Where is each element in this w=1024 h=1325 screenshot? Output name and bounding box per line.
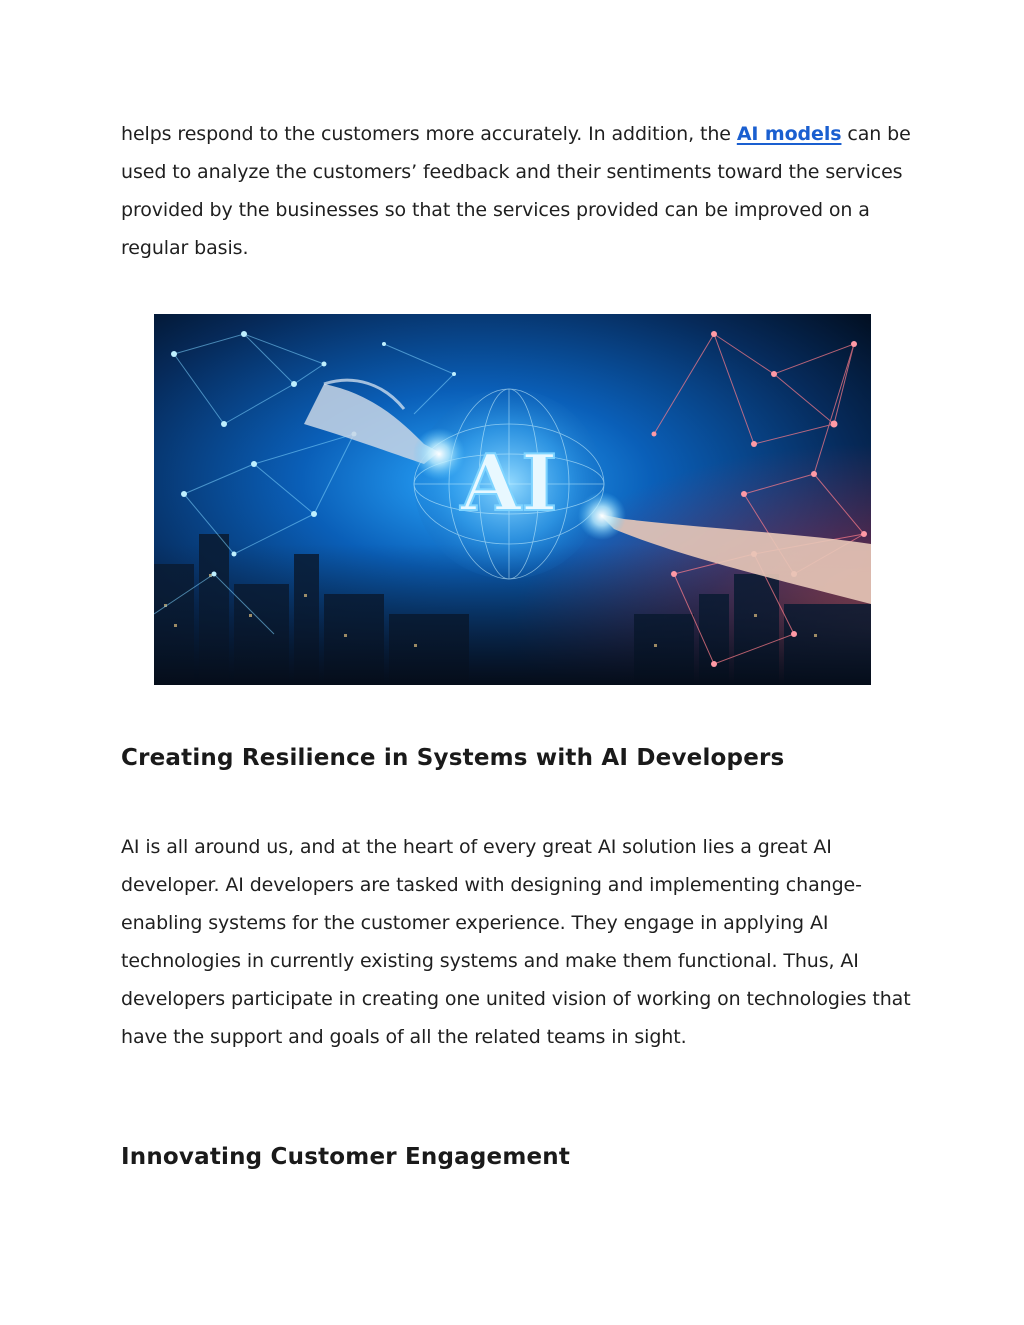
ai-logo-text: AI	[460, 438, 558, 529]
intro-text-end: can be used to analyze the customers’ feedback and their sentiments toward the services provided by the businesses so that the services provided can be improved on a regular basis.	[121, 123, 911, 259]
intro-text-start: helps respond to the customers more accurately. In addition, the	[121, 123, 737, 145]
intro-paragraph	[121, 115, 921, 267]
ai-models-link[interactable]: AI models	[736, 123, 842, 145]
section-heading-engagement: Innovating Customer Engagement	[121, 1144, 571, 1170]
ai-hero-image	[154, 314, 871, 685]
section-heading-resilience: Creating Resilience in Systems with AI Developers	[121, 745, 785, 771]
section-body-resilience: AI is all around us, and at the heart of every great AI solution lies a great AI developer. AI developers are tasked with designing and implementing change-enabling systems for the customer experience. They engage in applying AI technologies in currently existing systems and make them functional. Thus, AI developers participate in creating one united vision of working on technologies that have the support and goals of all the related teams in sight.	[121, 836, 911, 1048]
ai-illustration	[154, 314, 871, 685]
